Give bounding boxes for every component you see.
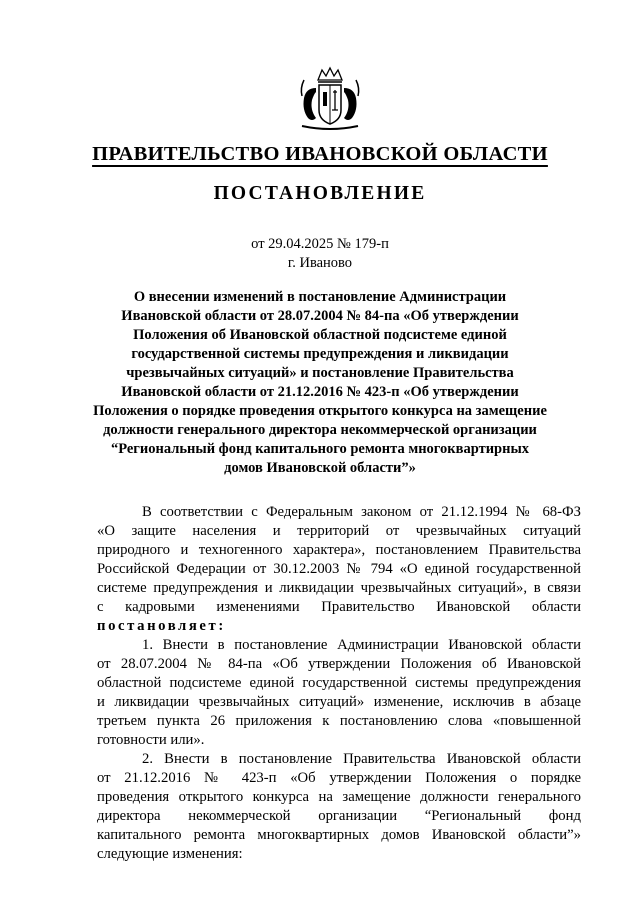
item-2-line: директора некоммерческой организации “Региональный фонд — [97, 808, 581, 824]
coat-of-arms-icon — [294, 66, 366, 132]
document-type: ПОСТАНОВЛЕНИЕ — [213, 183, 427, 204]
subject-line: Положения о порядке проведения открытого конкурса на замещение — [93, 403, 547, 419]
item-1-line: 1. Внести в постановление Администрации Ивановской области — [142, 637, 581, 653]
item-2-line: капитального ремонта многоквартирных домов Ивановской области”» — [97, 827, 581, 843]
preamble-line: природного и техногенного характера», постановлением Правительства — [97, 542, 581, 558]
preamble-line: «О защите населения и территорий от чрезвычайных ситуаций — [97, 523, 581, 539]
item-1-line: и ликвидации чрезвычайных ситуаций» изменение, исключив в абзаце — [97, 694, 581, 710]
subject-line: государственной системы предупреждения и ликвидации — [131, 346, 509, 362]
preamble-line: Российской Федерации от 30.12.2003 № 794 «О единой государственной — [97, 561, 581, 577]
item-2-line: 2. Внести в постановление Правительства Ивановской области — [142, 751, 581, 767]
preamble-line: системе предупреждения и ликвидации чрезвычайных ситуаций», в связи — [97, 580, 581, 596]
subject-line: Ивановской области от 28.07.2004 № 84-па «Об утверждении — [121, 308, 519, 324]
subject-line: О внесении изменений в постановление Администрации — [133, 289, 507, 305]
item-1-line: третьем пункта 26 приложения к постановлению слова «повышенной — [97, 713, 581, 729]
government-title: ПРАВИТЕЛЬСТВО ИВАНОВСКОЙ ОБЛАСТИ — [92, 143, 548, 165]
preamble-paragraph — [97, 503, 581, 636]
city: г. Иваново — [287, 255, 353, 271]
item-2-line: от 21.12.2016 № 423-п «Об утверждении Положения о порядке — [97, 770, 581, 786]
item-1-line: готовности или». — [97, 732, 205, 748]
preamble-line: В соответствии с Федеральным законом от 21.12.1994 № 68-ФЗ — [142, 504, 581, 520]
subject-line: Положения об Ивановской областной подсистеме единой — [133, 327, 507, 343]
subject-line: Ивановской области от 21.12.2016 № 423-п «Об утверждении — [121, 384, 519, 400]
subject-line: “Региональный фонд капитального ремонта многоквартирных — [110, 441, 530, 457]
preamble-line: с кадровыми изменениями Правительство Ивановской области — [97, 599, 581, 615]
document-body — [97, 503, 581, 864]
item-2-line: следующие изменения: — [97, 846, 243, 862]
subject-line: чрезвычайных ситуаций» и постановление Правительства — [126, 365, 514, 381]
item-2-paragraph — [97, 750, 581, 864]
document-meta — [150, 235, 490, 273]
resolves-line — [97, 617, 581, 636]
subject-line: домов Ивановской области”» — [224, 460, 416, 476]
document-subject — [90, 288, 550, 478]
date-number: от 29.04.2025 № 179-п — [251, 236, 389, 252]
item-1-paragraph — [97, 636, 581, 750]
item-1-line: областной подсистеме единой государственной системы предупреждения — [97, 675, 581, 691]
item-1-line: от 28.07.2004 № 84-па «Об утверждении Положения об Ивановской — [97, 656, 581, 672]
subject-line: должности генерального директора некоммерческой организации — [103, 422, 537, 438]
item-2-line: проведения открытого конкурса на замещение должности генерального — [97, 789, 581, 805]
resolves-word: постановляет: — [97, 618, 226, 634]
